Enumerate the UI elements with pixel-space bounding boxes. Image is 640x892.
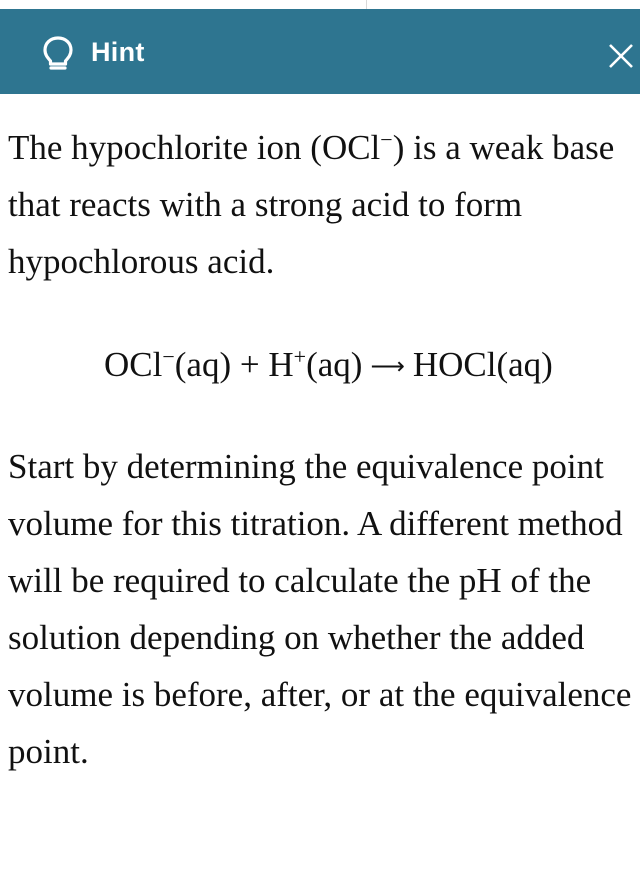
reaction-arrow: ⟶ xyxy=(370,354,405,380)
equation-ocl-charge: − xyxy=(162,344,175,369)
lightbulb-icon xyxy=(40,34,76,74)
chemical-equation xyxy=(104,339,553,393)
intro-text-start: The hypochlorite ion (OCl xyxy=(8,128,381,167)
hint-paragraph-method: Start by determining the equivalence point volume for this titration. A different method will be required to calculate the pH of the solution depending on whether the added volume is before, after, or at the equivalence point. xyxy=(8,447,632,771)
hint-header xyxy=(0,9,640,94)
equation-h-state: (aq) xyxy=(306,345,363,384)
close-button[interactable] xyxy=(596,29,640,75)
close-icon[interactable] xyxy=(596,29,640,75)
top-strip-divider xyxy=(366,0,367,9)
hint-body xyxy=(8,119,640,290)
hint-paragraph-intro xyxy=(8,119,632,290)
equation-product: HOCl(aq) xyxy=(412,345,553,384)
intro-text-end: ) is a weak base that reacts with a strong acid to form hypochlorous acid. xyxy=(8,128,615,281)
intro-charge-superscript: − xyxy=(380,127,393,152)
equation-reactant-ocl: OCl xyxy=(104,345,163,384)
equation-reactant-h: (aq) + H xyxy=(174,345,294,384)
equation-h-charge: + xyxy=(293,344,307,369)
hint-title: Hint xyxy=(91,37,145,67)
top-strip xyxy=(0,0,640,9)
